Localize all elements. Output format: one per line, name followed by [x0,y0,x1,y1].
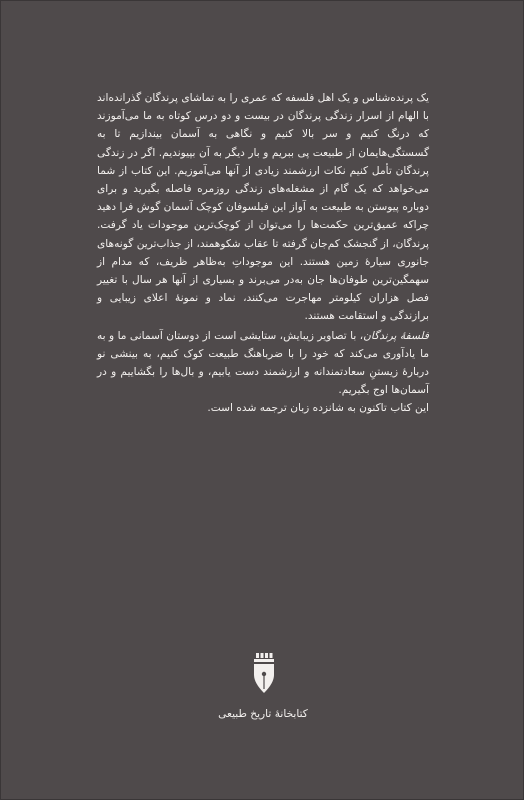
fountain-pen-nib-icon [251,653,277,693]
blurb-paragraph-3: این کتاب تاکنون به شانزده زبان ترجمه شده است. [207,402,429,415]
blurb-paragraph-2-text: ، با تصاویر زیبایش، ستایشی است از دوستان آسمانی ما و به ما یادآوری می‌کند که خود را با ضرباهنگ طبیعت کوک کنیم، به بینشی نو دربارهٔ زیستنِ سعادتمندانه و ارزشمند دست یابیم، و بال‌ها را بگشاییم و در آسمان‌ها اوج بگیریم. [97,329,429,397]
book-title-inline: فلسفهٔ پرندگان [363,329,429,342]
publisher-name: کتابخانهٔ تاریخ طبیعی [218,708,308,720]
blurb-paragraph-1: یک پرنده‌شناس و یک اهل فلسفه که عمری را به تماشای پرندگان گذرانده‌اند با الهام از اسرار زندگی پرندگان در بیست و دو درس کوتاه به ما می‌آموزند که درنگ کنیم و سر بالا کنیم و نگاهی به آسمان بیندازیم تا به گسستگی‌هایمان از طبیعت پی ببریم و بار دیگر به آن بپیوندیم. اگر در زندگی پرندگان تأمل کنیم نکات ارزشمند زیادی از آنها می‌آموزیم. این کتاب از شما می‌خواهد که یک گام از مشغله‌های زندگی روزمره فاصله بگیرید و برای دوباره پیوستن به طبیعت به آواز این فیلسوفان کوچک آسمان گوش فرا دهید چراکه عمیق‌ترین حکمت‌ها را می‌توان از کوچک‌ترین موجودات یاد گرفت. پرندگان، از گنجشک کم‌جان گرفته تا عقاب شکوهمند، از جذاب‌ترین گونه‌های جانوری سیارهٔ زمین هستند. این موجوداتِ به‌ظاهر ظریف، که مدام از سهمگین‌ترین طوفان‌ها جان به‌در می‌برند و بسیاری از آنها هر سال با تغییر فصل هزاران کیلومتر مهاجرت می‌کنند، نماد و نمونهٔ اعلای زیبایی و برازندگی و استقامت هستند. [97,92,429,323]
back-cover-blurb [97,89,429,418]
blurb-paragraph-2 [97,327,429,400]
